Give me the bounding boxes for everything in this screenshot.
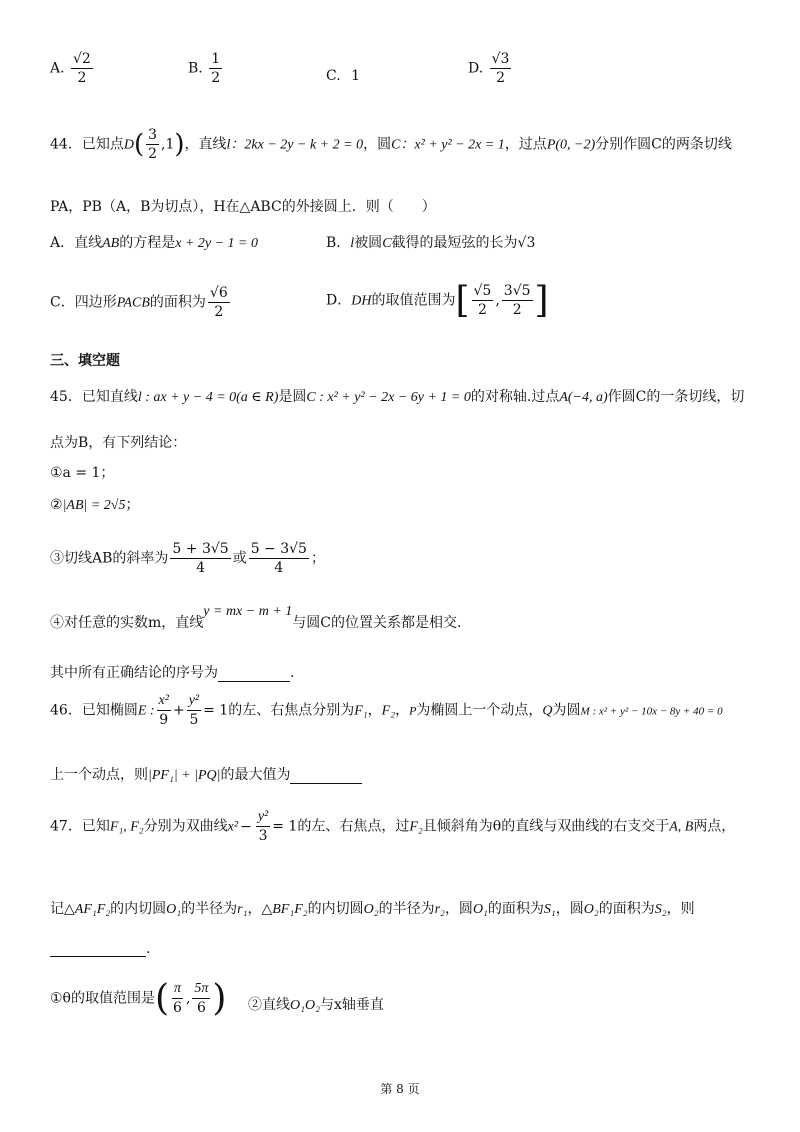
q45-slope-2: $\frac{5 - 3√5}{4}$	[250, 541, 307, 576]
page-number: 第 8 页	[380, 1082, 420, 1096]
q43-option-c-value: 1	[351, 68, 361, 84]
q45-stem-line2: 点为B，有下列结论：	[50, 435, 187, 451]
q45-conclusion-2: ②|AB| = 2√5；	[50, 497, 140, 513]
q45-conclusion-1: ①a = 1；	[50, 465, 115, 481]
q43-option-a-value: $\frac{√2}{2}$	[73, 51, 91, 86]
q44-circle-equation: C：x² + y² − 2x = 1	[391, 137, 505, 153]
q43-option-d	[468, 52, 513, 85]
q43-option-a	[50, 52, 95, 85]
q47-stem-line2: 记△AF₁F₂的内切圆O₁的半径为r₁，△BF₁F₂的内切圆O₂的半径为r₂，圆O₁的面积为S₁，圆O₂的面积为S₂，则	[50, 901, 695, 917]
q46-stem-line1: 46．已知椭圆E : $\frac{\text{x²}}{9}$ + $\frac{\text{y²}}{5}$ = 1的左、右焦点分别为F₁，F₂，P为椭圆上一个动点，Q为圆M : x² + y² − 10x − 8y + 40 = 0	[50, 693, 723, 728]
q45-answer-blank[interactable]	[218, 665, 290, 682]
q44-option-a: A．直线AB的方程是x + 2y − 1 = 0	[50, 235, 259, 251]
q44-option-c: C．四边形PACB的面积为 $\frac{√6}{2}$	[50, 285, 228, 320]
q47-stem-line1: 47．已知F₁, F₂分别为双曲线x² − $\frac{\text{y²}}{3}$ = 1的左、右焦点，过F₂且倾斜角为θ的直线与双曲线的右支交于A, B两点，	[50, 809, 736, 844]
q46-answer-blank[interactable]	[290, 767, 362, 784]
q46-y-term: $\frac{\text{y²}}{5}$	[188, 693, 200, 728]
q45-question: 其中所有正确结论的序号为 .	[50, 665, 295, 681]
q47-conclusion-2: ②直线O₁O₂与x轴垂直	[248, 997, 384, 1013]
q44-option-d: D．DH的取值范围为[ $\frac{√5}{2}$ , $\frac{3√5}{2}$ ]	[326, 280, 549, 321]
section-title: 三、填空题	[50, 353, 120, 369]
q47-range-upper: $\frac{5\pi}{6}$	[194, 981, 209, 1016]
q46-stem-line2: 上一个动点，则|PF₁| + |PQ|的最大值为	[50, 764, 362, 784]
q43-option-d-value: $\frac{√3}{2}$	[491, 51, 510, 86]
q45-conclusion-3: ③切线AB的斜率为 $\frac{5 + 3√5}{4}$ 或 $\frac{5 - 3√5}{4}$ ；	[50, 541, 325, 576]
q44-option-b: B．l被圆C截得的最短弦的长为√3	[326, 235, 536, 251]
q43-option-b	[188, 52, 224, 85]
q43-option-a-label: A.	[50, 60, 65, 77]
q44-d-x-fraction: $\frac{3}{2}$	[148, 127, 158, 162]
q44-range-upper: $\frac{3√5}{2}$	[503, 283, 531, 318]
q43-option-c-label: C.	[326, 68, 341, 84]
q45-stem-line1: 45．已知直线l : ax + y − 4 = 0(a ∈ R)是圆C : x² + y² − 2x − 6y + 1 = 0的对称轴.过点A(−4, a)作圆C的一条切线，切	[50, 389, 745, 405]
q47-x-term: x²	[227, 819, 239, 835]
q44-range-lower: $\frac{√5}{2}$	[473, 283, 492, 318]
q47-stem-line3: .	[50, 940, 150, 957]
q43-option-c	[326, 68, 360, 84]
q46-x-term: $\frac{\text{x²}}{9}$	[158, 693, 169, 728]
q43-option-b-label: B.	[188, 60, 203, 77]
q43-option-b-value: $\frac{1}{2}$	[211, 51, 221, 86]
q47-y-term: $\frac{\text{y²}}{3}$	[257, 809, 269, 844]
q44-stem-line2: PA，PB（A，B为切点），H在△ABC的外接圆上．则（ ）	[50, 199, 436, 215]
q47-answer-blank[interactable]	[50, 940, 146, 957]
q44-option-c-fraction: $\frac{√6}{2}$	[209, 285, 228, 320]
q44-line-equation: l：2kx − 2y − k + 2 = 0	[226, 137, 364, 153]
q47-conclusion-1: ①θ的取值范围是( $\frac{\pi}{6}$ , $\frac{5\pi}{6}$ )	[50, 978, 227, 1019]
q47-range-lower: $\frac{\pi}{6}$	[173, 981, 182, 1016]
q45-conclusion-4: ④对任意的实数m，直线y = mx − m + 1与圆C的位置关系都是相交.	[50, 604, 462, 631]
q44-stem-line1: 44．已知点D( $\frac{3}{2}$ ,1)，直线l：2kx − 2y − k + 2 = 0，圆C：x² + y² − 2x = 1，过点P(0, −2)分别作圆C的两条切线	[50, 127, 732, 162]
q43-option-d-label: D.	[468, 60, 484, 77]
q45-slope-1: $\frac{5 + 3√5}{4}$	[172, 541, 229, 576]
